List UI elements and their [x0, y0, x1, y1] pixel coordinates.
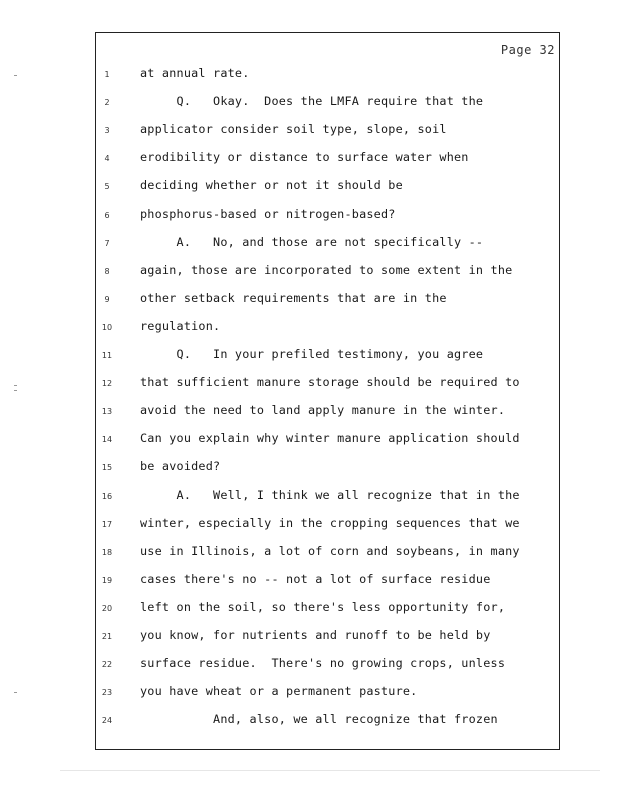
- transcript-line: use in Illinois, a lot of corn and soybeans, in many: [140, 543, 520, 558]
- transcript-line: A. Well, I think we all recognize that in the: [140, 487, 520, 502]
- line-number: 12: [101, 379, 113, 389]
- line-number: 10: [101, 322, 113, 332]
- transcript-page-frame: [95, 32, 560, 750]
- transcript-line: regulation.: [140, 318, 221, 333]
- bottom-rule: [60, 770, 600, 771]
- line-number: 13: [101, 407, 113, 417]
- transcript-line: surface residue. There's no growing crops, unless: [140, 656, 506, 671]
- transcript-line: you know, for nutrients and runoff to be held by: [140, 628, 491, 642]
- line-number: 2: [104, 98, 110, 108]
- line-number: 3: [104, 126, 110, 136]
- line-number: 23: [101, 688, 113, 698]
- page-number-label: Page 32: [500, 43, 555, 57]
- transcript-line: you have wheat or a permanent pasture.: [140, 684, 418, 699]
- transcript-line: phosphorus-based or nitrogen-based?: [140, 206, 396, 221]
- line-number: 6: [104, 210, 110, 220]
- line-number: 14: [101, 435, 113, 445]
- margin-tick: [14, 390, 17, 391]
- transcript-line: again, those are incorporated to some extent in the: [140, 262, 513, 277]
- transcript-line: left on the soil, so there's less opportunity for,: [140, 599, 506, 614]
- transcript-line: applicator consider soil type, slope, soil: [140, 122, 447, 137]
- line-number: 18: [101, 547, 113, 557]
- line-number: 11: [101, 351, 113, 360]
- line-number: 9: [104, 294, 110, 304]
- transcript-line: at annual rate.: [140, 66, 250, 80]
- line-number: 20: [101, 603, 113, 613]
- line-number: 22: [101, 660, 113, 670]
- margin-tick: [14, 692, 17, 693]
- transcript-line: Can you explain why winter manure application should: [140, 431, 520, 446]
- line-number: 7: [104, 238, 110, 248]
- line-number: 21: [101, 632, 113, 641]
- transcript-line: erodibility or distance to surface water when: [140, 150, 469, 165]
- line-number: 17: [101, 519, 113, 529]
- transcript-line: cases there's no -- not a lot of surface residue: [140, 571, 491, 586]
- line-number: 24: [101, 716, 113, 726]
- transcript-line: other setback requirements that are in the: [140, 290, 447, 305]
- transcript-line: that sufficient manure storage should be required to: [140, 375, 520, 390]
- line-number: 15: [101, 463, 113, 473]
- transcript-line: winter, especially in the cropping sequences that we: [140, 515, 520, 530]
- line-number: 16: [101, 491, 113, 501]
- transcript-line: Q. In your prefiled testimony, you agree: [140, 347, 484, 361]
- line-number: 5: [104, 182, 110, 192]
- line-number: 4: [104, 154, 110, 164]
- transcript-line: deciding whether or not it should be: [140, 178, 403, 193]
- transcript-line: And, also, we all recognize that frozen: [140, 712, 498, 727]
- line-number: 19: [101, 575, 113, 585]
- transcript-line: A. No, and those are not specifically --: [140, 234, 484, 249]
- line-number: 1: [104, 70, 110, 79]
- transcript-line: avoid the need to land apply manure in the winter.: [140, 403, 506, 418]
- line-number: 8: [104, 266, 110, 276]
- margin-tick: [14, 75, 17, 76]
- margin-tick: [14, 385, 17, 386]
- transcript-line: Q. Okay. Does the LMFA require that the: [140, 94, 484, 109]
- transcript-line: be avoided?: [140, 459, 221, 474]
